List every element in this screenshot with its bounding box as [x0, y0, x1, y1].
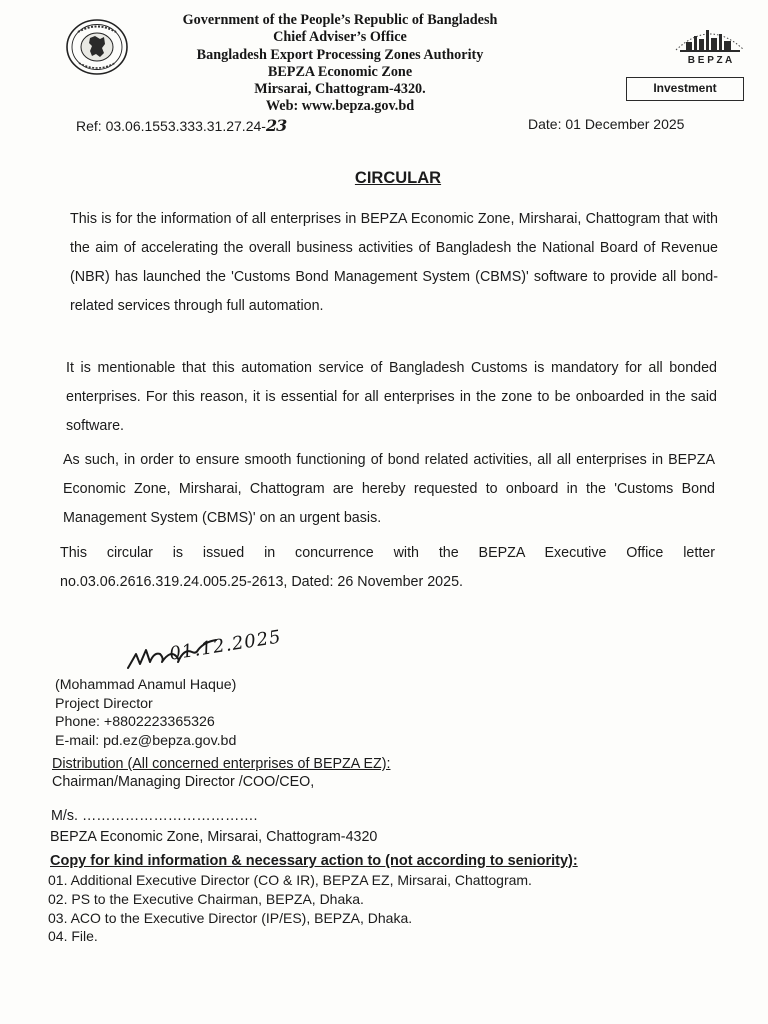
- signer-designation: Project Director: [55, 695, 153, 712]
- list-item: 01. Additional Executive Director (CO & IR), BEPZA EZ, Mirsarai, Chattogram.: [48, 872, 532, 888]
- letterhead-line: BEPZA Economic Zone: [267, 63, 413, 80]
- letterhead-line: Mirsarai, Chattogram-4320.: [254, 81, 426, 98]
- letterhead-line: Chief Adviser’s Office: [273, 29, 407, 46]
- bepza-logo: [672, 20, 748, 66]
- signer-phone: Phone: +8802223365326: [55, 714, 215, 731]
- reference-prefix: Ref: 03.06.1553.333.31.27.24-: [76, 118, 266, 134]
- body-paragraph: As such, in order to ensure smooth functioning of bond related activities, all all enterprises in BEPZA Economic Zone, Mirsharai, Chattogram are hereby requested to onboard in the 'Customs Bond Management System (CBMS)' on an urgent basis.: [63, 452, 715, 526]
- government-seal-icon: [64, 18, 130, 76]
- distribution-recipient: Chairman/Managing Director /COO/CEO,: [52, 774, 315, 790]
- letterhead: [140, 12, 540, 116]
- reference-handwritten-number: 23: [265, 116, 287, 135]
- letterhead-line: Government of the People’s Republic of Bangladesh: [182, 12, 498, 28]
- letterhead-line: Web: www.bepza.gov.bd: [265, 98, 415, 115]
- signer-block: [55, 676, 236, 750]
- distribution-heading: Distribution (All concerned enterprises of BEPZA EZ):: [52, 756, 391, 772]
- body-paragraph: It is mentionable that this automation service of Bangladesh Customs is mandatory for all bonded enterprises. For this reason, it is essential for all enterprises in the zone to be onboarded in the said software.: [66, 360, 717, 434]
- circular-title: CIRCULAR: [354, 169, 442, 187]
- signature-handwritten-date: 01.12.2025: [168, 626, 283, 665]
- distribution-address: BEPZA Economic Zone, Mirsarai, Chattogram-4320: [50, 829, 378, 845]
- body-paragraph: This is for the information of all enterprises in BEPZA Economic Zone, Mirsharai, Chattogram that with the aim of accelerating the overall business activities of Bangladesh the National Board of Revenue (NBR) has launched the 'Customs Bond Management System (CBMS)' software to provide all bond-related services through full automation.: [70, 211, 718, 314]
- bepza-logo-text: B E P Z A: [687, 55, 733, 66]
- copy-list: [48, 871, 532, 946]
- letterhead-line: Bangladesh Export Processing Zones Authority: [196, 46, 484, 63]
- copy-heading: Copy for kind information & necessary action to (not according to seniority):: [50, 853, 578, 869]
- reference-number: [76, 116, 286, 135]
- signer-email: E-mail: pd.ez@bepza.gov.bd: [55, 732, 237, 749]
- list-item: 02. PS to the Executive Chairman, BEPZA, Dhaka.: [48, 890, 364, 907]
- investment-badge: Investment: [626, 77, 744, 101]
- body-paragraph: This circular is issued in concurrence with the BEPZA Executive Office letter no.03.06.2616.319.24.005.25-2613, Dated: 26 November 2025.: [60, 545, 715, 590]
- list-item: 04. File.: [48, 928, 98, 945]
- issue-date: Date: 01 December 2025: [528, 116, 685, 132]
- distribution-ms: M/s. ……………………………….: [51, 808, 258, 824]
- signer-name: (Mohammad Anamul Haque): [55, 677, 237, 693]
- list-item: 03. ACO to the Executive Director (IP/ES), BEPZA, Dhaka.: [48, 909, 413, 926]
